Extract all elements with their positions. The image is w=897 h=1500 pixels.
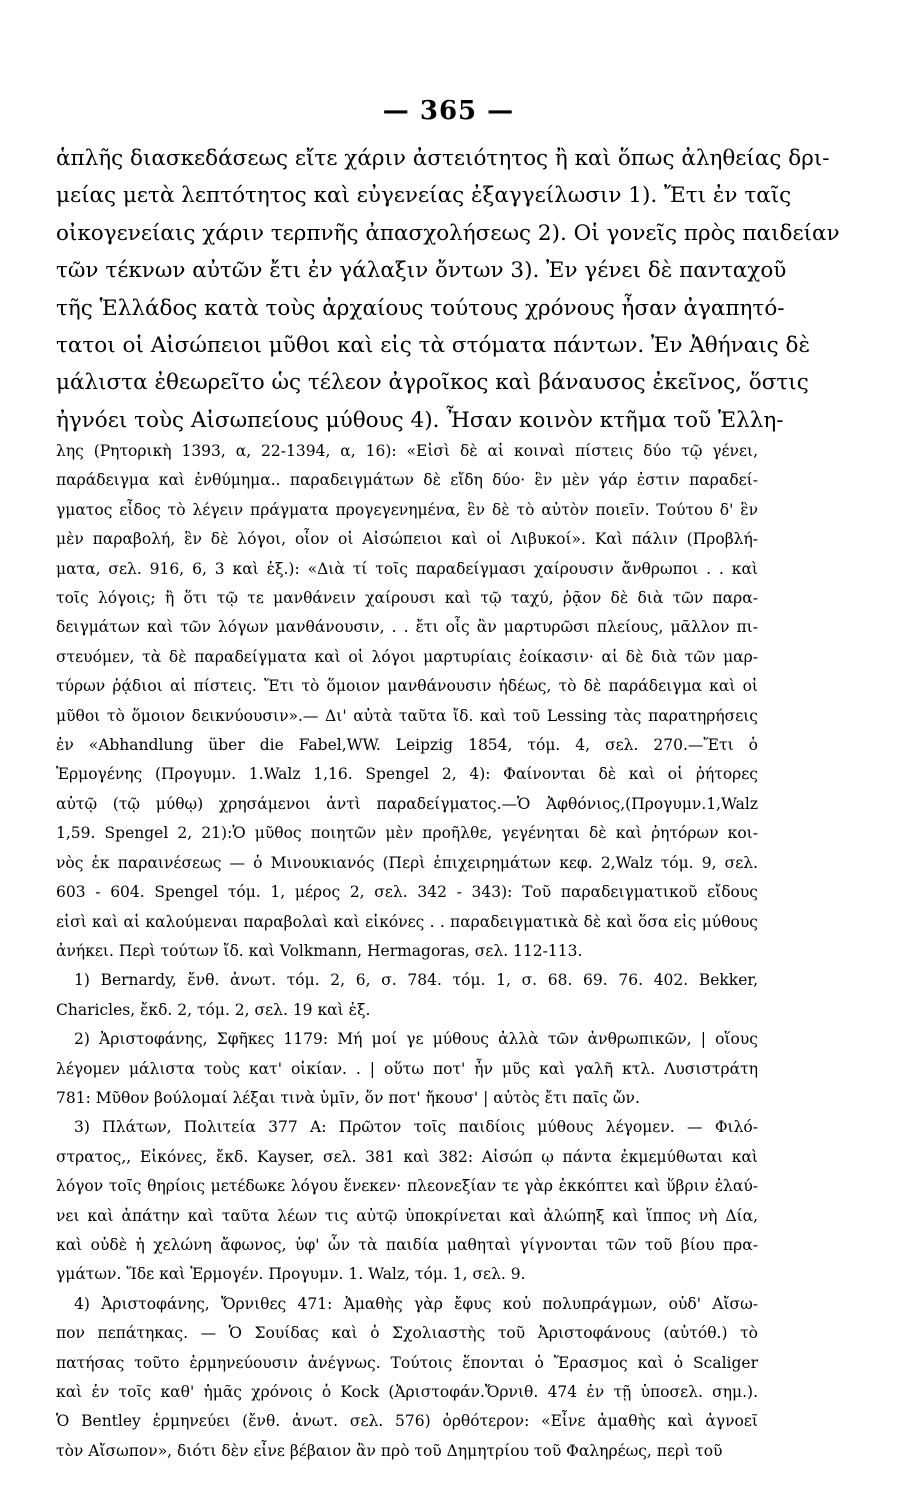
- footnote-line: τοῖς λόγοις; ἢ ὅτι τῷ τε μανθάνειν χαίρουσι καὶ τῷ ταχύ, ῥᾷον δὲ διὰ τῶν παρα-: [56, 589, 758, 608]
- footnote-line: Ὁ Bentley ἑρμηνεύει (ἔνθ. ἀνωτ. σελ. 576) ὀρθότερον: «Εἶνε ἀμαθὴς καὶ ἀγνοεῖ: [56, 1412, 758, 1431]
- footnote-line: 2) Ἀριστοφάνης, Σφῆκες 1179: Μή μοί γε μύθους ἀλλὰ τῶν ἀνθρωπικῶν, | οἵους: [74, 1030, 758, 1049]
- footnote-line: μὲν παραβολή, ἓν δὲ λόγοι, οἷον οἱ Αἰσώπειοι καὶ οἱ Λιβυκοί». Καὶ πάλιν (Προβλή-: [56, 530, 758, 549]
- footnote-line: ἐν «Abhandlung über die Fabel,WW. Leipzig 1854, τόμ. 4, σελ. 270.—Ἔτι ὁ: [56, 736, 758, 755]
- footnote-line: 1,59. Spengel 2, 21):Ὁ μῦθος ποιητῶν μὲν προῆλθε, γεγένηται δὲ καὶ ῥητόρων κοι-: [56, 824, 758, 843]
- footnote-line: αὐτῷ (τῷ μύθῳ) χρησάμενοι ἀντὶ παραδείγματος.—Ὁ Ἀφθόνιος,(Προγυμν.1,Walz: [56, 794, 758, 813]
- footnote-line: 1) Bernardy, ἔνθ. ἀνωτ. τόμ. 2, 6, σ. 784. τόμ. 1, σ. 68. 69. 76. 402. Bekker,: [74, 971, 758, 990]
- footnote-line: τύρων ῥᾴδιοι αἱ πίστεις. Ἔτι τὸ ὅμοιον μανθάνουσιν ἡδέως, τὸ δὲ παράδειγμα καὶ οἱ: [56, 677, 758, 696]
- main-text: [56, 140, 840, 439]
- main-text-line: τῶν τέκνων αὐτῶν ἔτι ἐν γάλαξιν ὄντων 3). Ἐν γένει δὲ πανταχοῦ: [56, 258, 787, 284]
- footnote-line: καὶ οὐδὲ ἡ χελώνη ἄφωνος, ὑφ' ὧν τὰ παιδία μαθηταὶ γίγνονται τῶν τοῦ βίου πρα-: [56, 1235, 758, 1254]
- footnote-line: γματος εἶδος τὸ λέγειν πράγματα προγεγενημένα, ἓν δὲ τὸ αὐτὸν ποιεῖν. Τούτου δ' ἓν: [56, 500, 758, 519]
- footnote-line: ἀνήκει. Περὶ τούτων ἴδ. καὶ Volkmann, Hermagoras, σελ. 112-113.: [56, 941, 583, 960]
- footnote-line: 603 - 604. Spengel τόμ. 1, μέρος 2, σελ. 342 - 343): Τοῦ παραδειγματικοῦ εἴδους: [56, 883, 758, 902]
- main-text-line: ἠγνόει τοὺς Αἰσωπείους μύθους 4). Ἦσαν κοινὸν κτῆμα τοῦ Ἑλλη-: [56, 407, 784, 433]
- footnote-line: στρατος,, Εἰκόνες, ἔκδ. Kayser, σελ. 381 καὶ 382: Αἰσώπ ῳ πάντα ἐκμεμύθωται καὶ: [56, 1147, 758, 1166]
- footnote-line: καὶ ἐν τοῖς καθ' ἡμᾶς χρόνοις ὁ Kock (Ἀριστοφάν.Ὄρνιθ. 474 ἐν τῇ ὑποσελ. σημ.).: [56, 1383, 758, 1401]
- footnote-line: πον πεπάτηκας. — Ὁ Σουίδας καὶ ὁ Σχολιαστὴς τοῦ Ἀριστοφάνους (αὐτόθ.) τὸ: [56, 1324, 758, 1343]
- footnote-line: μῦθοι τὸ ὅμοιον δεικνύουσιν».— Δι' αὐτὰ ταῦτα ἴδ. καὶ τοῦ Lessing τὰς παρατηρήσεις: [56, 706, 758, 725]
- main-text-line: μείας μετὰ λεπτότητος καὶ εὐγενείας ἐξαγγείλωσιν 1). Ἔτι ἐν ταῖς: [56, 183, 792, 209]
- footnote-line: λόγον τοῖς θηρίοις μετέδωκε λόγου ἕνεκεν· πλεονεξίαν τε γὰρ ἐκκόπτει καὶ ὕβριν ἐλαύ-: [56, 1177, 758, 1196]
- main-text-line: τατοι οἱ Αἰσώπειοι μῦθοι καὶ εἰς τὰ στόματα πάντων. Ἐν Ἀθήναις δὲ: [56, 333, 811, 359]
- footnote-line: 3) Πλάτων, Πολιτεία 377 A: Πρῶτον τοῖς παιδίοις μύθους λέγομεν. — Φιλό-: [74, 1118, 758, 1137]
- footnote-line: στευόμεν, τὰ δὲ παραδείγματα καὶ οἱ λόγοι μαρτυρίαις ἐοίκασιν· αἱ δὲ διὰ τῶν μαρ-: [56, 647, 758, 666]
- footnote-line: εἰσὶ καὶ αἱ καλούμεναι παραβολαὶ καὶ εἰκόνες . . παραδειγματικὰ δὲ καὶ ὅσα εἰς μύθους: [56, 912, 758, 931]
- footnote-line: λης (Ρητορικὴ 1393, α, 22-1394, α, 16): «Εἰσὶ δὲ αἱ κοιναὶ πίστεις δύο τῷ γένει,: [56, 442, 758, 460]
- page-number: — 365 —: [382, 96, 515, 126]
- footnote-line: 4) Ἀριστοφάνης, Ὄρνιθες 471: Ἀμαθὴς γὰρ ἔφυς κοὐ πολυπράγμων, οὐδ' Αἴσω-: [74, 1294, 758, 1313]
- footnote-line: ματα, σελ. 916, 6, 3 καὶ ἑξ.): «Διὰ τί τοῖς παραδείγμασι χαίρουσιν ἄνθρωποι . . καὶ: [56, 559, 758, 578]
- footnote-line: λέγομεν μάλιστα τοὺς κατ' οἰκίαν. . | οὕτω ποτ' ἦν μῦς καὶ γαλῆ κτλ. Λυσιστράτη: [56, 1059, 758, 1078]
- footnote-line: νει καὶ ἀπάτην καὶ ταῦτα λέων τις αὐτῷ ὑποκρίνεται καὶ ἀλώπηξ καὶ ἵππος νὴ Δία,: [56, 1206, 758, 1225]
- footnote-line: νὸς ἐκ παραινέσεως — ὁ Μινουκιανός (Περὶ ἐπιχειρημάτων κεφ. 2,Walz τόμ. 9, σελ.: [56, 853, 758, 872]
- main-text-line: μάλιστα ἐθεωρεῖτο ὡς τέλεον ἀγροῖκος καὶ βάναυσος ἐκεῖνος, ὅστις: [56, 370, 809, 396]
- footnote-line: Ἑρμογένης (Προγυμν. 1.Walz 1,16. Spengel 2, 4): Φαίνονται δὲ καὶ οἱ ῥήτορες: [56, 765, 758, 784]
- footnote-line: δειγμάτων καὶ τῶν λόγων μανθάνουσιν, . . ἔτι οἷς ἂν μαρτυρῶσι πλείους, μᾶλλον πι-: [56, 618, 758, 637]
- footnote-line: παράδειγμα καὶ ἐνθύμημα.. παραδειγμάτων δὲ εἴδη δύο· ἓν μὲν γάρ ἐστιν παραδεί-: [56, 471, 758, 490]
- footnotes: [56, 437, 758, 1466]
- footnote-line: 781: Μῦθον βούλομαί λέξαι τινὰ ὑμῖν, ὅν ποτ' ἤκουσ' | αὐτὸς ἔτι παῖς ὤν.: [56, 1088, 640, 1107]
- footnote-line: γμάτων. Ἴδε καὶ Ἑρμογέν. Προγυμν. 1. Walz, τόμ. 1, σελ. 9.: [56, 1265, 526, 1284]
- main-text-line: ἁπλῆς διασκεδάσεως εἴτε χάριν ἀστειότητος ἢ καὶ ὅπως ἀληθείας δρι-: [56, 146, 830, 171]
- main-text-line: τῆς Ἑλλάδος κατὰ τοὺς ἀρχαίους τούτους χρόνους ἦσαν ἀγαπητό-: [56, 295, 785, 321]
- footnote-line: Charicles, ἔκδ. 2, τόμ. 2, σελ. 19 καὶ ἑξ.: [56, 1000, 371, 1019]
- footnote-line: πατήσας τοῦτο ἑρμηνεύουσιν ἀνέγνως. Τούτοις ἕπονται ὁ Ἔρασμος καὶ ὁ Scaliger: [56, 1353, 758, 1372]
- footnote-line: τὸν Αἴσωπον», διότι δὲν εἶνε βέβαιον ἂν πρὸ τοῦ Δημητρίου τοῦ Φαληρέως, περὶ τοῦ: [56, 1441, 723, 1460]
- main-text-line: οἰκογενείαις χάριν τερπνῆς ἀπασχολήσεως 2). Οἱ γονεῖς πρὸς παιδείαν: [56, 220, 840, 246]
